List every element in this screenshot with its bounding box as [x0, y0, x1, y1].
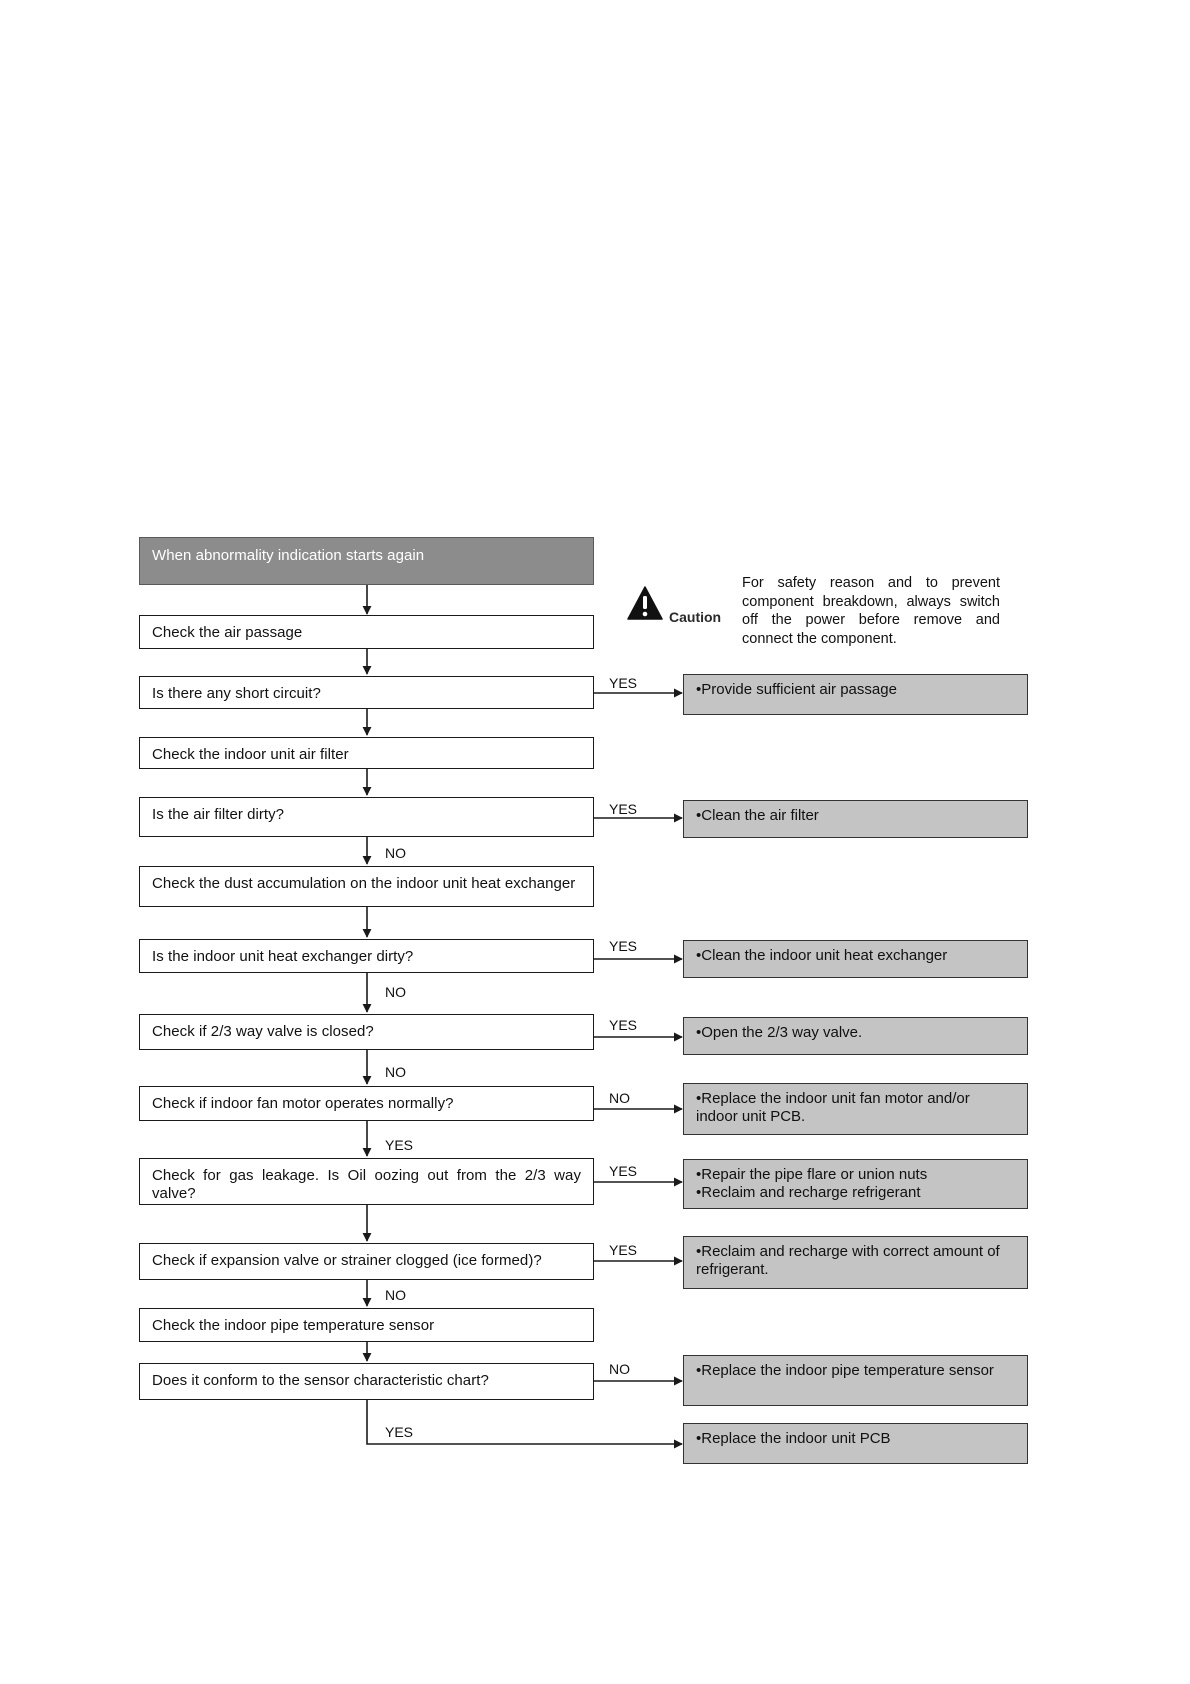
warning-triangle-icon — [627, 586, 663, 620]
label-sensor-chart-yes: YES — [385, 1424, 414, 1440]
action-replace-pipe-sensor: •Replace the indoor pipe temperature sensor — [683, 1355, 1028, 1406]
step-valve-closed-question: Check if 2/3 way valve is closed? — [139, 1014, 594, 1050]
label-filter-dirty-yes: YES — [609, 801, 638, 817]
step-check-pipe-sensor: Check the indoor pipe temperature sensor — [139, 1308, 594, 1342]
branch-arrow-final-yes — [367, 1399, 682, 1444]
step-check-air-passage: Check the air passage — [139, 615, 594, 649]
step-sensor-chart-question: Does it conform to the sensor characteristic chart? — [139, 1363, 594, 1400]
action-clean-air-filter: •Clean the air filter — [683, 800, 1028, 838]
label-short-circuit-yes: YES — [609, 675, 638, 691]
action-provide-air-passage: •Provide sufficient air passage — [683, 674, 1028, 715]
caution-text: For safety reason and to prevent component breakdown, always switch off the power before remove and connect the component. — [742, 575, 1000, 647]
label-hex-dirty-no: NO — [385, 984, 406, 1000]
step-check-dust-accumulation: Check the dust accumulation on the indoor unit heat exchanger — [139, 866, 594, 907]
action-open-valve: •Open the 2/3 way valve. — [683, 1017, 1028, 1055]
label-valve-closed-yes: YES — [609, 1017, 638, 1033]
step-fan-motor-question: Check if indoor fan motor operates normally? — [139, 1086, 594, 1121]
step-short-circuit-question: Is there any short circuit? — [139, 676, 594, 709]
label-filter-dirty-no: NO — [385, 845, 406, 861]
label-fan-motor-yes: YES — [385, 1137, 414, 1153]
step-check-air-filter: Check the indoor unit air filter — [139, 737, 594, 769]
label-valve-closed-no: NO — [385, 1064, 406, 1080]
label-expansion-yes: YES — [609, 1242, 638, 1258]
label-gas-leak-yes: YES — [609, 1163, 638, 1179]
action-reclaim-recharge: •Reclaim and recharge with correct amount of refrigerant. — [683, 1236, 1028, 1289]
label-expansion-no: NO — [385, 1287, 406, 1303]
label-fan-motor-no: NO — [609, 1090, 630, 1106]
action-replace-fan-motor: •Replace the indoor unit fan motor and/or indoor unit PCB. — [683, 1083, 1028, 1135]
step-gas-leakage-question: Check for gas leakage. Is Oil oozing out from the 2/3 way valve? — [139, 1158, 594, 1205]
step-expansion-valve-question: Check if expansion valve or strainer clogged (ice formed)? — [139, 1243, 594, 1280]
step-air-filter-dirty-question: Is the air filter dirty? — [139, 797, 594, 837]
label-hex-dirty-yes: YES — [609, 938, 638, 954]
label-sensor-chart-no: NO — [609, 1361, 630, 1377]
action-clean-heat-exchanger: •Clean the indoor unit heat exchanger — [683, 940, 1028, 978]
caution-label: Caution — [669, 609, 722, 625]
step-heat-exchanger-dirty-question: Is the indoor unit heat exchanger dirty? — [139, 939, 594, 973]
action-repair-pipe-flare: •Repair the pipe flare or union nuts •Reclaim and recharge refrigerant — [683, 1159, 1028, 1209]
start-box: When abnormality indication starts again — [139, 537, 594, 585]
action-replace-indoor-pcb: •Replace the indoor unit PCB — [683, 1423, 1028, 1464]
